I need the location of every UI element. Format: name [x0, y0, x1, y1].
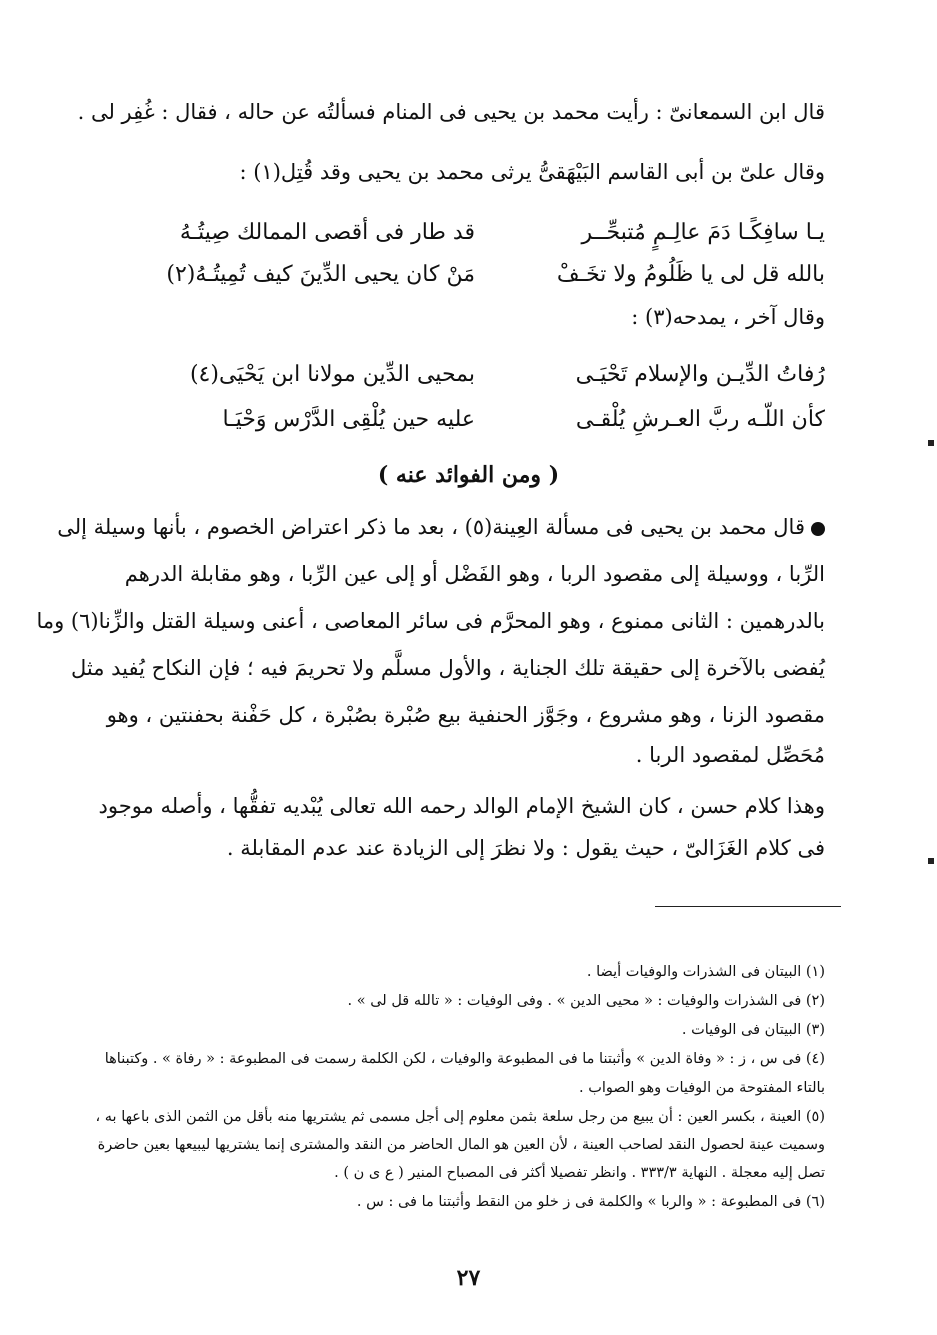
verse-4-first-hemistich: كأن اللّـه ربَّ العـرشِ يُلْقـى [575, 407, 825, 432]
bullet-icon [811, 522, 825, 536]
footnote-4-line-2: بالتاء المفتوحة من الوفيات وهو الصواب . [579, 1080, 825, 1096]
paragraph-1-line-5: مقصود الزنا ، وهو مشروع ، وجَوَّز الحنفية بيع صُبْرة بصُبْرة ، كل حَفْنة بحفنتين ، وهو [106, 703, 825, 727]
paragraph-1-line-2: الرِّبا ، ووسيلة إلى مقصود الربا ، وهو الفَضْل أو إلى عين الرِّبا ، وهو مقابلة الدرهم [124, 562, 825, 586]
verse-1-first-hemistich: يـا سافِكًـا دَمَ عالِـمٍ مُتبحِّــر [581, 220, 825, 245]
footnote-separator [655, 906, 841, 907]
verse-3-second-hemistich: بمحيى الدِّين مولانا ابن يَحْيَى(٤) [189, 362, 475, 387]
body-line-2: وقال علىّ بن أبى القاسم البَيْهَقىُّ يرثى محمد بن يحيى وقد قُتِل(١) : [239, 160, 825, 184]
scan-mark [928, 858, 934, 864]
page-number: ٢٧ [456, 1265, 481, 1291]
scan-mark [928, 440, 934, 446]
section-heading: ( ومن الفوائد عنه ) [377, 462, 560, 488]
paragraph-1-line-1 [57, 515, 825, 539]
paragraph-1-line-3: بالدرهمين : الثانى ممنوع ، وهو المحرَّم فى سائر المعاصى ، أعنى وسيلة القتل والزِّنا(٦) وما [36, 609, 825, 633]
paragraph-1-line-6: مُحَصِّل لمقصود الربا . [635, 743, 825, 767]
paragraph-1-line-4: يُفضى بالآخرة إلى حقيقة تلك الجناية ، والأول مسلَّم ولا تحريمَ فيه ؛ فإن النكاح يُفيد مثل [70, 656, 825, 680]
verse-2-first-hemistich: بالله قل لى يا ظَلُومُ ولا تخَـفْ [556, 262, 825, 287]
paragraph-2-line-1: وهذا كلام حسن ، كان الشيخ الإمام الوالد رحمه الله تعالى يُبْديه تفقُّها ، وأصله موجود [98, 794, 825, 818]
footnote-4-line-1: (٤) فى س ، ز : « وفاة الدين » وأثبتنا ما فى المطبوعة والوفيات ، لكن الكلمة رسمت فى المطبوعة : « رفاة » . وكتبناها [104, 1051, 825, 1067]
verse-3-first-hemistich: رُفاتُ الدِّيـن والإسلام تَحْيَـى [575, 362, 825, 387]
body-line-1: قال ابن السمعانىّ : رأيت محمد بن يحيى فى المنام فسألتُه عن حاله ، فقال : غُفِر لى . [77, 100, 825, 124]
verse-2-second-hemistich: مَنْ كان يحيى الدِّينَ كيف تُمِيتُـهُ(٢) [166, 262, 475, 287]
paragraph-2-line-2: فى كلام الغَزَالىّ ، حيث يقول : ولا نظرَ إلى الزيادة عند عدم المقابلة . [226, 836, 825, 860]
footnote-5-line-1: (٥) العينة ، بكسر العين : أن يبيع من رجل سلعة بثمن معلوم إلى أجل مسمى ثم يشتريها منه بأقل من الثمن الذى باعها به ، [95, 1109, 825, 1125]
verse-4-second-hemistich: عليه حين يُلْقِى الدَّرْس وَحْيَـا [222, 407, 475, 432]
paragraph-1-line-1-text: قال محمد بن يحيى فى مسألة العِينة(٥) ، بعد ما ذكر اعتراض الخصوم ، بأنها وسيلة إلى [57, 515, 805, 539]
footnote-1: (١) البيتان فى الشذرات والوفيات أيضا . [586, 964, 825, 980]
verse-1-second-hemistich: قد طار فى أقصى الممالك صِيتُـهُ [179, 220, 475, 245]
body-line-3: وقال آخر ، يمدحه(٣) : [631, 305, 825, 329]
footnote-6: (٦) فى المطبوعة : « والربا » والكلمة فى ز خلو من النقط وأثبتنا ما فى : س . [356, 1194, 825, 1210]
footnote-5-line-3: تصل إليه معجلة . النهاية ٣٣٣/٣ . وانظر تفصيلا أكثر فى المصباح المنير ( ع ى ن ) . [334, 1165, 825, 1181]
footnote-3: (٣) البيتان فى الوفيات . [681, 1022, 825, 1038]
footnote-2: (٢) فى الشذرات والوفيات : « محيى الدين » . وفى الوفيات : « تالله قل لى » . [347, 993, 825, 1009]
footnote-5-line-2: وسميت عينة لحصول النقد لصاحب العينة ، لأن العين هو المال الحاضر من النقد والمشترى إنما يشتريها ليبيعها بعين حاضرة [97, 1137, 825, 1153]
